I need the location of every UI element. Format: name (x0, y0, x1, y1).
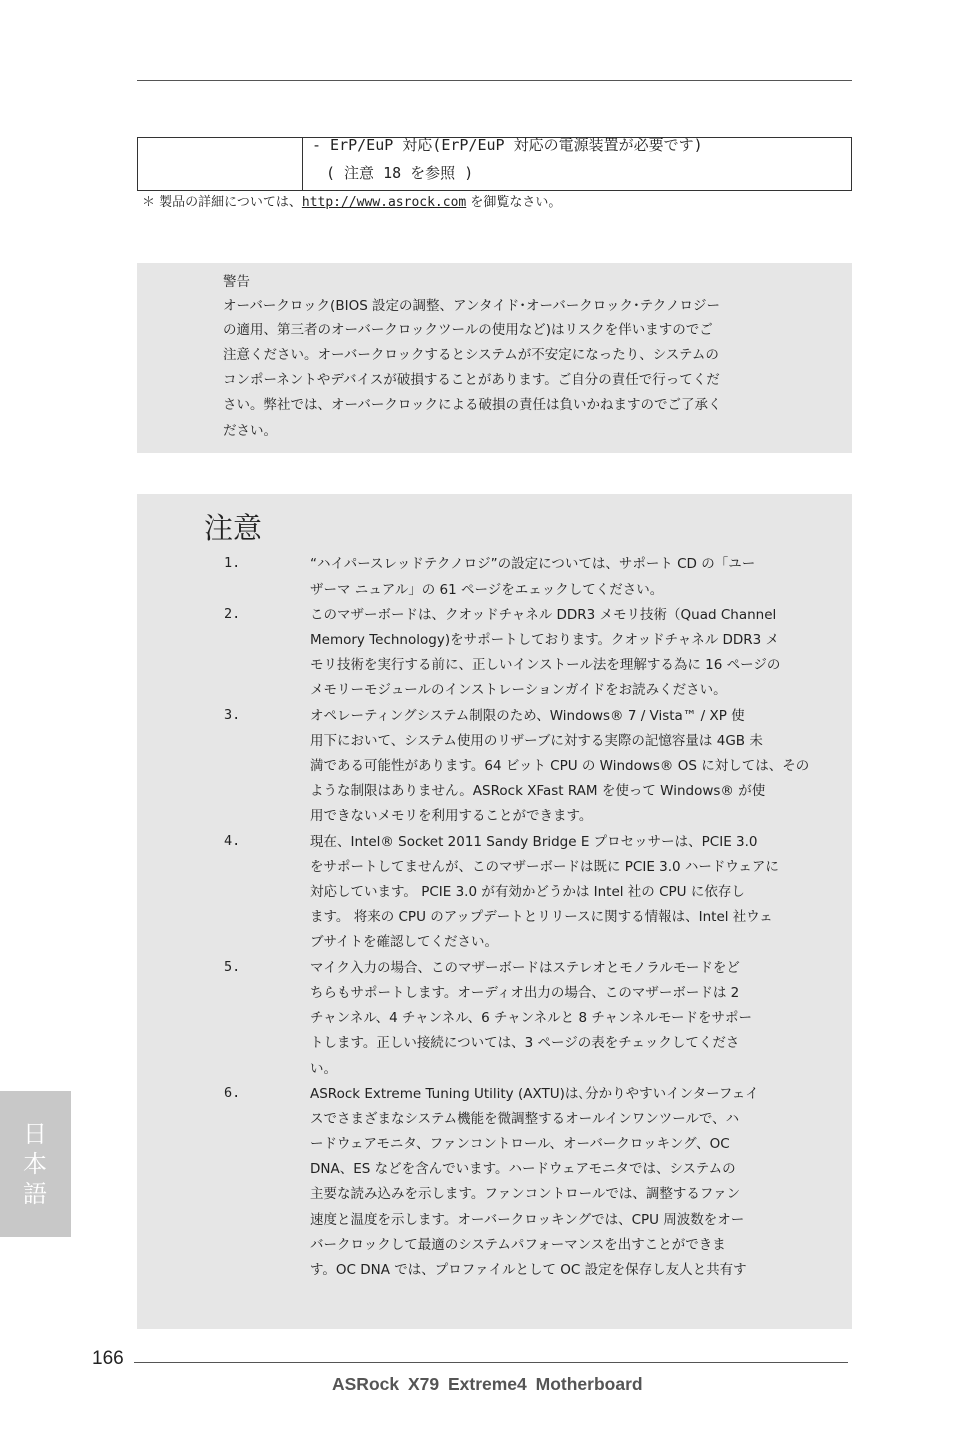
note-line: い。 (310, 1061, 337, 1077)
language-label: 日本語 (23, 1120, 47, 1208)
asrock-url-link[interactable]: http://www.asrock.com (301, 195, 467, 210)
note-line: 満である可能性があります。64 ビット CPU の Windows® OS に対しては、その (310, 758, 810, 774)
note-line: モリ技術を実行する前に、正しいインストール法を理解する為に 16 ページの (310, 657, 781, 673)
note-line: マイク入力の場合、このマザーボードはステレオとモノラルモードをど (310, 960, 740, 976)
footer-title: ASRock X79 Extreme4 Motherboard (332, 1374, 643, 1394)
note-line: 対応しています。 PCIE 3.0 が有効かどうかは Intel 社の CPU に依存し (310, 884, 745, 900)
note-line: 用下において、システム使用のリザーブに対する実際の記憶容量は 4GB 未 (310, 733, 763, 749)
note-number: 2. (224, 606, 241, 622)
warning-line: ださい。 (223, 423, 277, 439)
warning-line: さい。弊社では、オーバークロックによる破損の責任は負いかねますのでご了承く (223, 397, 722, 413)
note-line: トします。正しい接続については、3 ページの表をチェックしてくださ (310, 1035, 740, 1051)
note-line: 用できないメモリを利用することができます。 (310, 808, 593, 824)
note-number: 1. (224, 555, 241, 571)
top-rule (137, 80, 852, 81)
note-line: バークロックして最適のシステムパフォーマンスを出すことができま (310, 1237, 726, 1253)
spec-table (137, 137, 852, 191)
note-line: “ハイパースレッドテクノロジ”の設定については、サポート CD の「ユー (310, 556, 756, 572)
table-column-divider (302, 138, 303, 190)
footnote (142, 193, 561, 213)
note-line: メモリーモジュールのインストレーションガイドをお読みください。 (310, 682, 727, 698)
note-number: 3. (224, 707, 241, 723)
note-line: ードウェアモニタ、ファンコントロール、オーバークロッキング、OC (310, 1136, 730, 1152)
note-line: ちらもサポートします。オーディオ出力の場合、このマザーボードは 2 (310, 985, 740, 1001)
note-line: 現在、Intel® Socket 2011 Sandy Bridge E プロセッサーは、PCIE 3.0 (310, 834, 758, 850)
note-line: DNA、ES などを含んでいます。ハードウェアモニタでは、システムの (310, 1161, 736, 1177)
note-line: ような制限はありません。ASRock XFast RAM を使って Windows® が使 (310, 783, 766, 799)
notes-title: 注意 (204, 511, 263, 545)
note-number: 6. (224, 1085, 241, 1101)
note-line: す。OC DNA では、プロファイルとして OC 設定を保存し友人と共有す (310, 1262, 747, 1278)
note-number: 5. (224, 959, 241, 975)
spec-line: - ErP/EuP 対応(ErP/EuP 対応の電源装置が必要です) (312, 136, 703, 154)
note-line: 主要な読み込みを示します。ファンコントロールでは、調整するファン (310, 1186, 741, 1202)
note-line: ブサイトを確認してください。 (310, 934, 499, 950)
note-line: オペレーティングシステム制限のため、Windows® 7 / Vista™ / XP 使 (310, 708, 745, 724)
note-line: ます。 将来の CPU のアップデートとリリースに関する情報は、Intel 社ウェ (310, 909, 773, 925)
footnote-suffix: を御覧なさい。 (466, 195, 562, 210)
note-line: 速度と温度を示します。オーバークロッキングでは、CPU 周波数をオー (310, 1212, 745, 1228)
page-number: 166 (92, 1348, 124, 1369)
footnote-prefix: ＊ 製品の詳細については、 (142, 195, 302, 210)
note-line: をサポートしてませんが、このマザーボードは既に PCIE 3.0 ハードウェアに (310, 859, 779, 875)
spec-line: ( 注意 18 を参照 ) (326, 164, 474, 182)
warning-line: 注意ください。オーバークロックするとシステムが不安定になったり、システムの (223, 347, 719, 363)
note-line: Memory Technology)をサポートしております。クオッドチャネル DDR3 メ (310, 632, 780, 648)
warning-title: 警告 (223, 274, 250, 290)
warning-line: コンポーネントやデバイスが破損することがあります。ご自分の責任で行ってくだ (223, 372, 720, 388)
bottom-rule (134, 1362, 848, 1363)
note-line: チャンネル、4 チャンネル、6 チャンネルと 8 チャンネルモードをサポー (310, 1010, 752, 1026)
note-line: このマザーボードは、クオッドチャネル DDR3 メモリ技術（Quad Channel (310, 607, 777, 623)
note-line: ザーマ ニュアル」の 61 ページをエェックしてください。 (310, 582, 664, 598)
note-number: 4. (224, 833, 241, 849)
note-line: スでさまざまなシステム機能を微調整するオールインワンツールで、ハ (310, 1111, 740, 1127)
warning-line: の適用、第三者のオーバークロックツールの使用など)はリスクを伴いますのでご (223, 322, 713, 338)
note-line: ASRock Extreme Tuning Utility (AXTU)は､分かりやすいインターフェイ (310, 1086, 759, 1102)
warning-line: オーバークロック(BIOS 設定の調整、アンタイド･オーバークロック･テクノロジー (223, 298, 720, 314)
language-side-tab (0, 1091, 71, 1237)
